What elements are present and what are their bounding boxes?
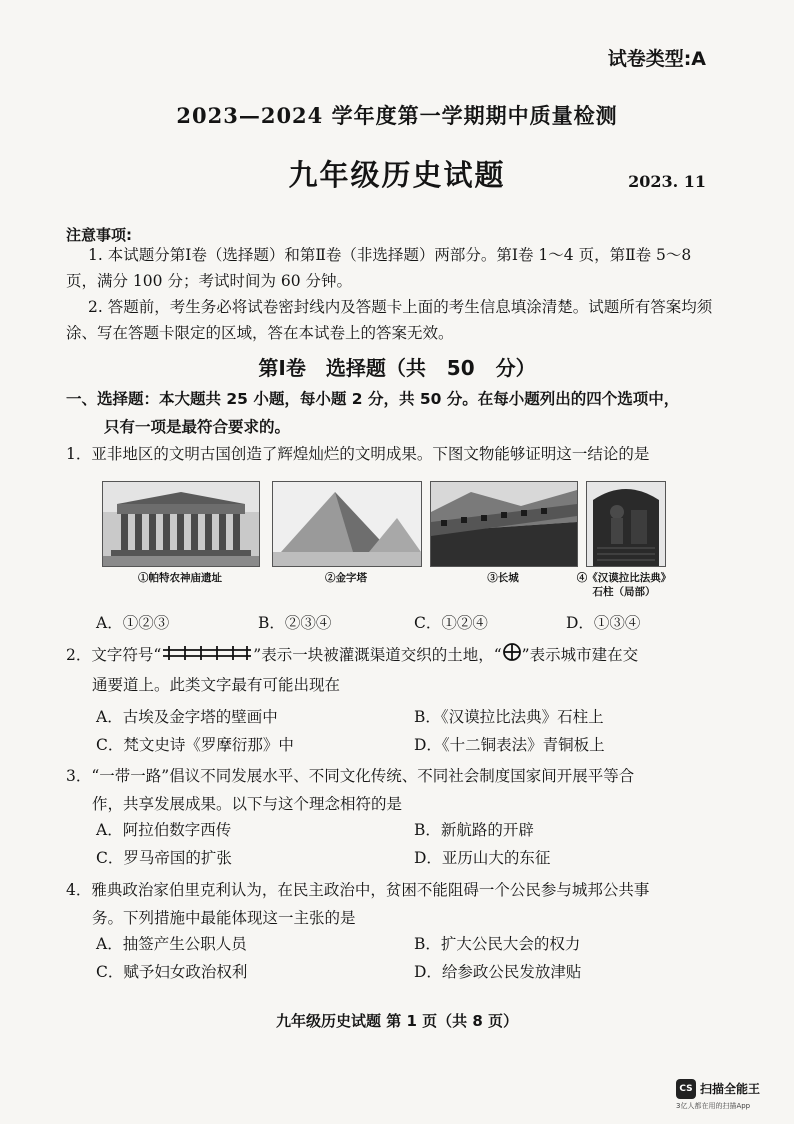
image-caption-1: ①帕特农神庙遗址	[138, 572, 222, 584]
page-footer: 九年级历史试题 第 1 页（共 8 页）	[276, 1012, 518, 1030]
q3-option-d[interactable]: D．亚历山大的东征	[414, 849, 551, 867]
section-heading: 第Ⅰ卷 选择题（共 50 分）	[258, 356, 536, 380]
q2-stem-part-a: 2．文字符号“	[66, 646, 162, 664]
q2-option-b[interactable]: B．《汉谟拉比法典》石柱上	[414, 708, 604, 726]
image-caption-4	[560, 571, 688, 599]
city-crossroads-symbol-icon	[502, 642, 522, 671]
q2-option-d[interactable]: D．《十二铜表法》青铜板上	[414, 736, 605, 754]
q2-stem-part-c: ”表示城市建在交	[521, 646, 639, 664]
temple-photo-icon	[102, 481, 260, 567]
q2-stem-part-d: 通要道上。此类文字最有可能出现在	[92, 675, 341, 694]
scanner-slogan: 3亿人都在用的扫描App	[676, 1101, 751, 1110]
exam-date: 2023. 11	[628, 172, 706, 191]
q4-option-c[interactable]: C．赋予妇女政治权利	[96, 963, 248, 981]
q1-option-c[interactable]: C．①②④	[414, 614, 488, 632]
section-instruction	[66, 385, 726, 441]
q4-option-d[interactable]: D．给参政公民发放津贴	[414, 963, 582, 981]
scanner-logo-icon: CS	[676, 1079, 696, 1099]
irrigated-land-symbol-icon	[161, 642, 253, 670]
notice-item-1: 1. 本试题分第Ⅰ卷（选择题）和第Ⅱ卷（非选择题）两部分。第Ⅰ卷 1～4 页，第Ⅱ卷 5～8 页，满分 100 分；考试时间为 60 分钟。	[66, 246, 692, 290]
q3-option-c[interactable]: C．罗马帝国的扩张	[96, 849, 232, 867]
image-caption-4-line-2: 石柱（局部）	[592, 586, 656, 598]
exam-subtitle: 2023—2024 学年度第一学期期中质量检测	[176, 103, 618, 128]
question-3-stem	[66, 762, 726, 818]
q4-stem-part-a: 4．雅典政治家伯里克利认为，在民主政治中，贫困不能阻碍一个公民参与城邦公共事	[66, 881, 650, 899]
q4-option-a[interactable]: A．抽签产生公职人员	[96, 935, 247, 953]
q3-option-a[interactable]: A．阿拉伯数字西传	[96, 821, 232, 839]
stele-photo-icon	[586, 481, 666, 567]
question-4-stem	[66, 876, 726, 932]
instruction-line-2: 只有一项是最符合要求的。	[104, 418, 291, 436]
exam-title: 九年级历史试题	[288, 158, 506, 192]
q3-stem-part-a: 3．“一带一路”倡议不同发展水平、不同文化传统、不同社会制度国家间开展平等合	[66, 767, 635, 785]
q4-stem-part-b: 务。下列措施中最能体现这一主张的是	[92, 909, 356, 927]
notice-title: 注意事项:	[66, 226, 132, 244]
q4-option-b[interactable]: B．扩大公民大会的权力	[414, 935, 581, 953]
q1-option-d[interactable]: D．①③④	[566, 614, 641, 632]
image-caption-4-line-1: ④《汉谟拉比法典》	[576, 572, 672, 584]
q1-option-a[interactable]: A．①②③	[96, 614, 170, 632]
instruction-line-1: 一、选择题：本大题共 25 小题，每小题 2 分，共 50 分。在每小题列出的四个选项中，	[66, 390, 680, 408]
image-caption-3: ③长城	[487, 572, 519, 584]
q3-stem-part-b: 作，共享发展成果。以下与这个理念相符的是	[92, 795, 403, 813]
notice-item-2: 2. 答题前，考生务必将试卷密封线内及答题卡上面的考生信息填涂清楚。试题所有答案均须涂、写在答题卡限定的区域，答在本试卷上的答案无效。	[66, 298, 713, 342]
scanner-brand-name: 扫描全能王	[700, 1082, 761, 1096]
q1-option-b[interactable]: B．②③④	[258, 614, 332, 632]
image-caption-2: ②金字塔	[325, 572, 367, 584]
q3-option-b[interactable]: B．新航路的开辟	[414, 821, 534, 839]
question-2-stem	[66, 641, 726, 699]
great-wall-photo-icon	[430, 481, 578, 567]
q2-option-c[interactable]: C．梵文史诗《罗摩衍那》中	[96, 736, 294, 754]
scanner-watermark	[676, 1078, 784, 1111]
q2-option-a[interactable]: A．古埃及金字塔的壁画中	[96, 708, 278, 726]
question-1-stem: 1．亚非地区的文明古国创造了辉煌灿烂的文明成果。下图文物能够证明这一结论的是	[66, 445, 650, 463]
pyramid-photo-icon	[272, 481, 422, 567]
paper-type-label: 试卷类型:A	[607, 48, 706, 70]
q2-stem-part-b: ”表示一块被灌溉渠道交织的土地，“	[253, 646, 502, 664]
